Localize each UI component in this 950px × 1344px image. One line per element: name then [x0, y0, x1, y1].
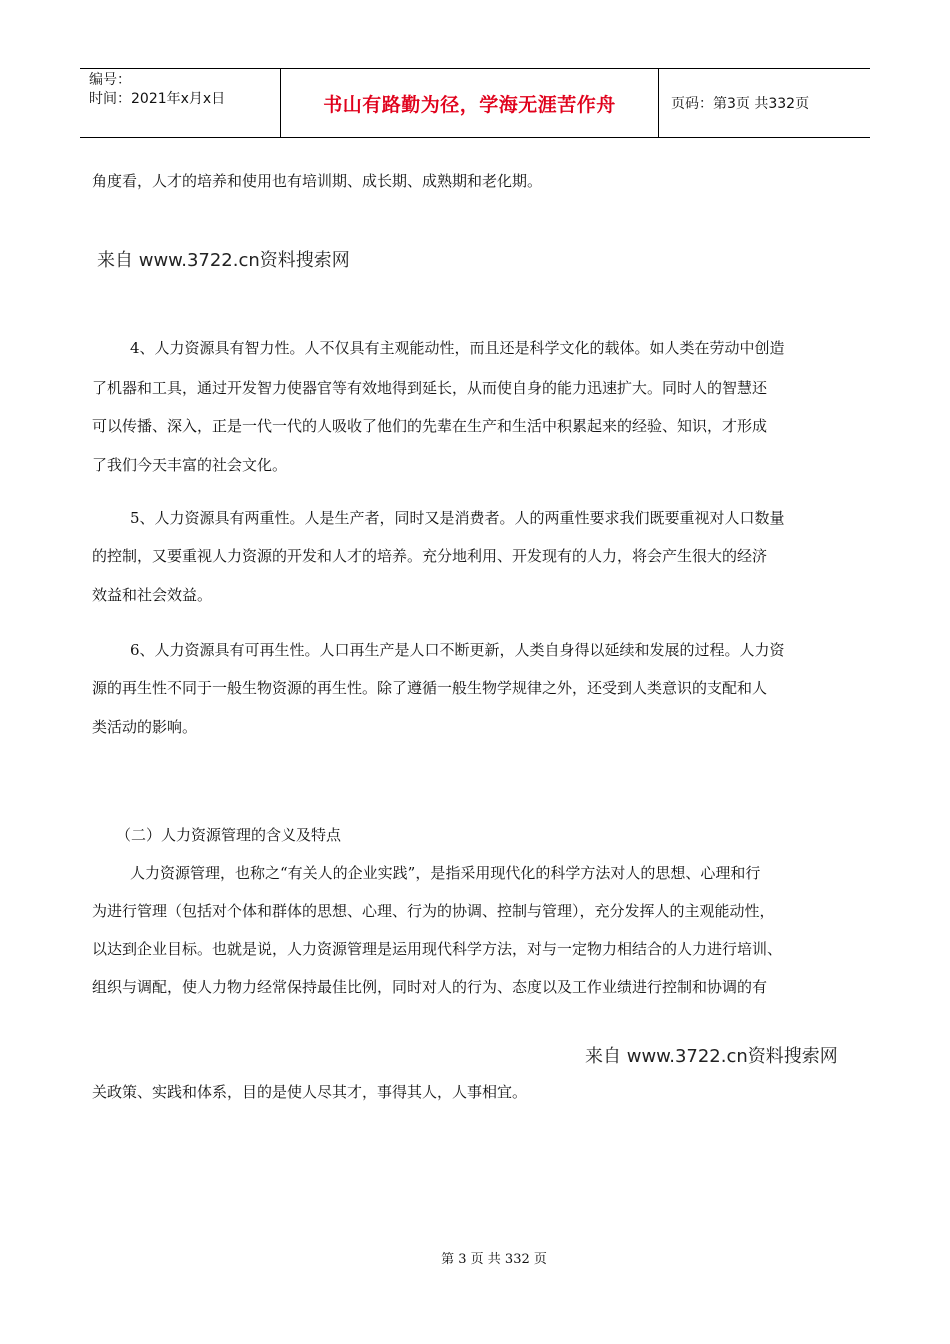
text-line: 源的再生性不同于一般生物资源的再生性。除了遵循一般生物学规律之外，还受到人类意识的支配和人	[92, 679, 768, 697]
document-date: 时间：2021年x月x日	[89, 91, 226, 107]
text-line: 人力资源管理，也称之“有关人的企业实践”，是指采用现代化的科学方法对人的思想、心理和行	[130, 864, 761, 882]
text-line: 为进行管理（包括对个体和群体的思想、心理、行为的协调、控制与管理），充分发挥人的主观能动性，	[92, 902, 775, 920]
text-line: 关政策、实践和体系，目的是使人尽其才，事得其人，人事相宜。	[92, 1083, 528, 1101]
text-line: 了机器和工具，通过开发智力使器官等有效地得到延长，从而使自身的能力迅速扩大。同时人的智慧还	[92, 379, 768, 397]
page-header	[80, 68, 870, 138]
text-line: 可以传播、深入，正是一代一代的人吸收了他们的先辈在生产和生活中积累起来的经验、知识，才形成	[92, 417, 768, 435]
document-number: 编号：	[89, 72, 131, 88]
text-line: 6、人力资源具有可再生性。人口再生产是人口不断更新，人类自身得以延续和发展的过程。人力资	[130, 641, 785, 659]
watermark-text: 来自 www.3722.cn资料搜索网	[585, 1046, 838, 1067]
header-meta	[80, 69, 281, 137]
page-footer: 第 3 页 共 332 页	[441, 1252, 547, 1267]
header-motto: 书山有路勤为径，学海无涯苦作舟	[281, 69, 659, 137]
watermark-text: 来自 www.3722.cn资料搜索网	[97, 250, 350, 271]
text-line: 了我们今天丰富的社会文化。	[92, 456, 288, 474]
text-line: 的控制，又要重视人力资源的开发和人才的培养。充分地利用、开发现有的人力，将会产生很大的经济	[92, 547, 768, 565]
text-line: 组织与调配，使人力物力经常保持最佳比例，同时对人的行为、态度以及工作业绩进行控制和协调的有	[92, 978, 768, 996]
text-line: 4、人力资源具有智力性。人不仅具有主观能动性，而且还是科学文化的载体。如人类在劳动中创造	[130, 339, 785, 357]
text-line: 角度看，人才的培养和使用也有培训期、成长期、成熟期和老化期。	[92, 172, 543, 190]
text-line: 以达到企业目标。也就是说，人力资源管理是运用现代科学方法，对与一定物力相结合的人力进行培训、	[92, 940, 783, 958]
text-line: 类活动的影响。	[92, 718, 198, 736]
text-line: 5、人力资源具有两重性。人是生产者，同时又是消费者。人的两重性要求我们既要重视对人口数量	[130, 509, 785, 527]
header-page-info: 页码：第3页 共332页	[671, 96, 810, 112]
section-heading: （二）人力资源管理的含义及特点	[116, 826, 342, 844]
text-line: 效益和社会效益。	[92, 586, 213, 604]
